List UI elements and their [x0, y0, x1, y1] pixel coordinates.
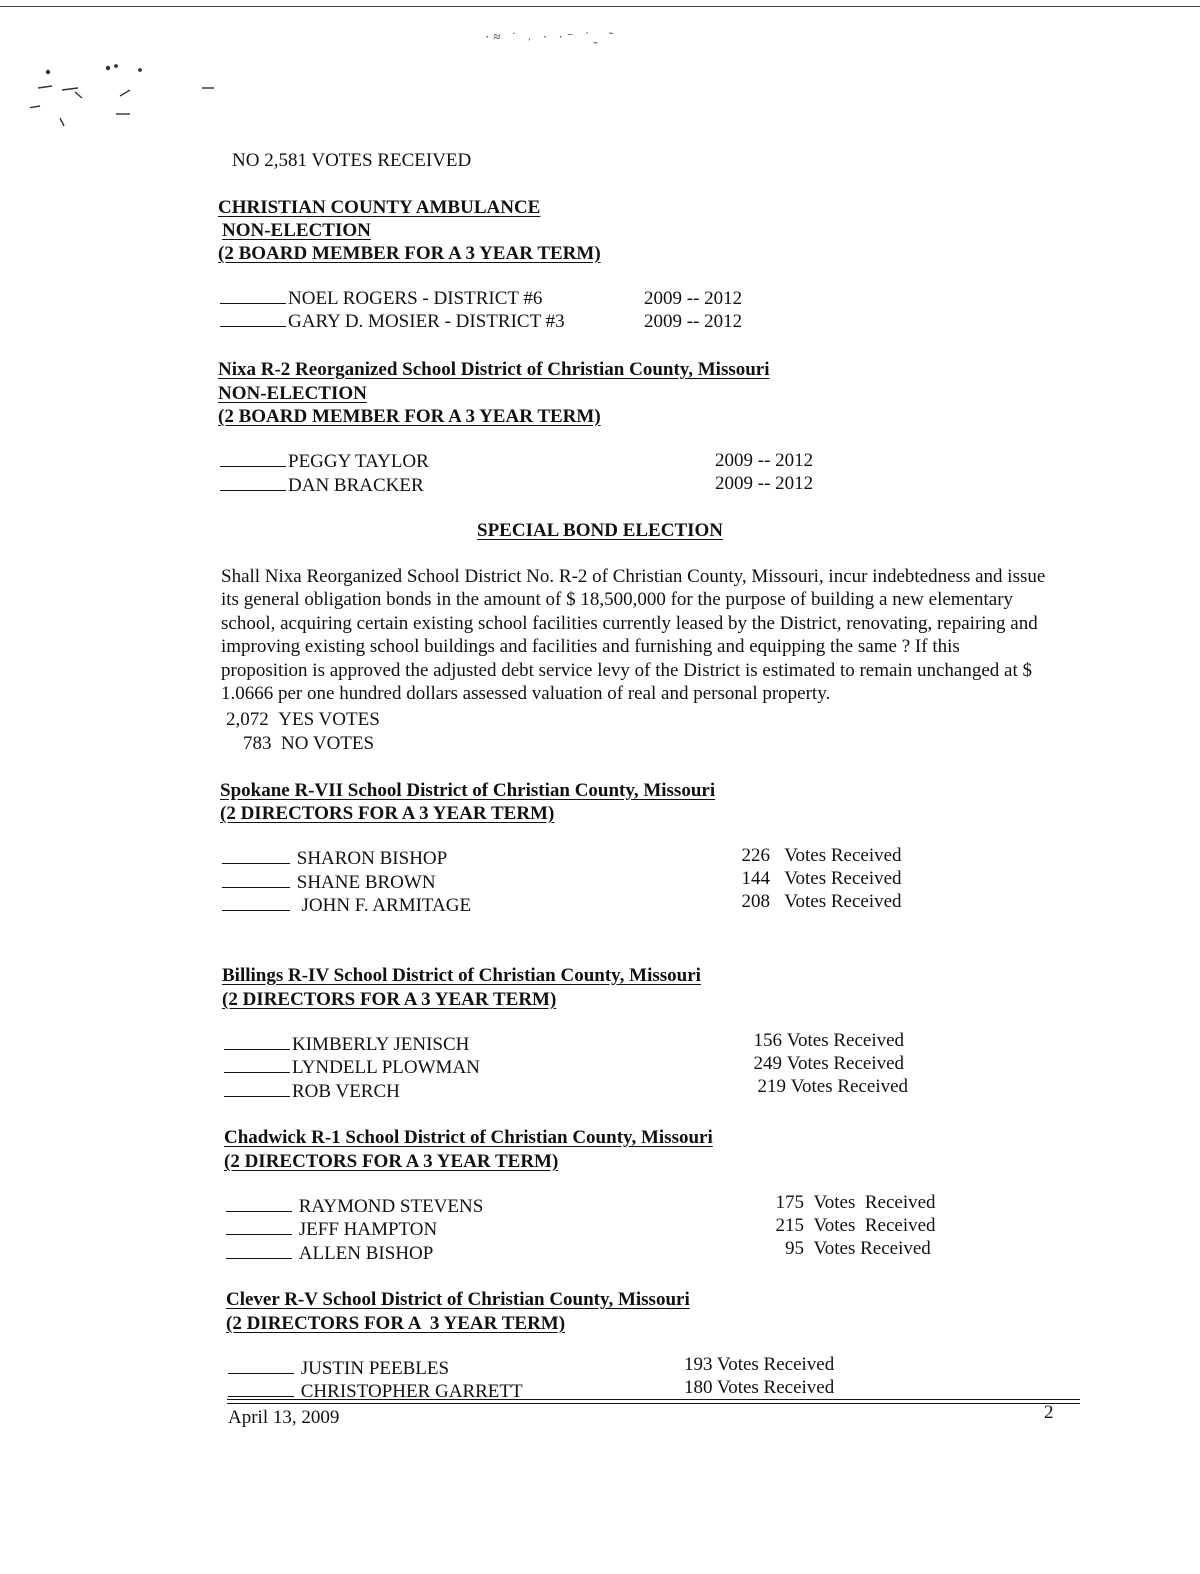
- chadwick-candidate-row: [226, 1197, 483, 1216]
- candidate-name: ROB VERCH: [292, 1081, 400, 1102]
- billings-candidate-row: [224, 1035, 469, 1054]
- candidate-name: DAN BRACKER: [288, 475, 424, 496]
- clever-candidate-row: [228, 1359, 449, 1378]
- ballot-blank: [226, 1258, 292, 1259]
- vote-label: Votes Received: [786, 1030, 905, 1051]
- vote-label: Votes Received: [784, 891, 902, 912]
- vote-result: [762, 1239, 931, 1258]
- ballot-blank: [222, 863, 290, 864]
- vote-count: 144: [741, 868, 770, 889]
- scan-noise-top: ·≈ ˙ ˒ · ·⁻ ˈ˷ ˜: [485, 29, 618, 44]
- spokane-candidate-row: [222, 873, 436, 892]
- clever-heading: Clever R-V School District of Christian County, Missouri: [226, 1289, 690, 1310]
- candidate-name: GARY D. MOSIER - DISTRICT #3: [288, 311, 565, 332]
- bond-heading: SPECIAL BOND ELECTION: [477, 520, 724, 541]
- nixa-term: (2 BOARD MEMBER FOR A 3 YEAR TERM): [218, 406, 601, 427]
- vote-result: [684, 1355, 834, 1374]
- spokane-candidate-row: [222, 849, 447, 868]
- vote-result: [744, 1077, 908, 1096]
- ballot-blank: [226, 1234, 292, 1235]
- scan-noise-left: [30, 62, 230, 132]
- candidate-name: CHRISTOPHER GARRETT: [300, 1381, 523, 1402]
- ambulance-candidate-row: [220, 289, 542, 308]
- no-label: NO VOTES: [281, 733, 375, 754]
- ballot-blank: [228, 1396, 294, 1397]
- candidate-name: KIMBERLY JENISCH: [292, 1034, 470, 1055]
- spokane-term: (2 DIRECTORS FOR A 3 YEAR TERM): [220, 803, 555, 824]
- vote-label: Votes Received: [813, 1238, 931, 1259]
- spokane-heading: Spokane R-VII School District of Christian County, Missouri: [220, 780, 716, 801]
- vote-result: [762, 1193, 936, 1212]
- vote-count: 208: [741, 891, 770, 912]
- vote-result: [730, 892, 902, 911]
- ambulance-candidate-row: [220, 312, 565, 331]
- candidate-name: JUSTIN PEEBLES: [300, 1358, 450, 1379]
- vote-result: [740, 1054, 904, 1073]
- vote-label: Votes Received: [784, 845, 902, 866]
- candidate-term: 2009 -- 2012: [715, 450, 814, 471]
- vote-count: 95: [785, 1238, 804, 1259]
- candidate-name: PEGGY TAYLOR: [288, 451, 429, 472]
- chadwick-term: (2 DIRECTORS FOR A 3 YEAR TERM): [224, 1151, 559, 1172]
- billings-term: (2 DIRECTORS FOR A 3 YEAR TERM): [222, 989, 557, 1010]
- no-count: 783: [243, 733, 272, 754]
- candidate-name: JOHN F. ARMITAGE: [301, 895, 472, 916]
- vote-count: 226: [741, 845, 770, 866]
- ballot-blank: [224, 1049, 290, 1050]
- bond-yes-result: [226, 710, 380, 729]
- vote-result: [730, 846, 902, 865]
- bond-no-result: [243, 734, 374, 753]
- vote-label: Votes Received: [784, 868, 902, 889]
- vote-count: 175: [775, 1192, 804, 1213]
- candidate-term: 2009 -- 2012: [715, 473, 814, 494]
- nixa-candidate-row: [220, 476, 424, 495]
- candidate-name: SHANE BROWN: [296, 872, 436, 893]
- billings-candidate-row: [224, 1082, 400, 1101]
- ballot-blank: [226, 1211, 292, 1212]
- ballot-blank: [222, 887, 290, 888]
- candidate-term: 2009 -- 2012: [644, 288, 743, 309]
- ambulance-heading: CHRISTIAN COUNTY AMBULANCE: [218, 197, 541, 218]
- vote-label: Votes Received: [790, 1076, 909, 1097]
- nixa-candidate-row: [220, 452, 429, 471]
- ballot-blank: [224, 1072, 290, 1073]
- vote-label: Votes Received: [786, 1053, 905, 1074]
- candidate-name: LYNDELL PLOWMAN: [292, 1057, 480, 1078]
- candidate-name: JEFF HAMPTON: [298, 1219, 438, 1240]
- ballot-blank: [222, 910, 290, 911]
- page-number: 2: [1044, 1402, 1054, 1423]
- ballot-blank: [220, 490, 286, 491]
- vote-result: [762, 1216, 936, 1235]
- vote-label: Votes Received: [716, 1354, 835, 1375]
- chadwick-candidate-row: [226, 1244, 433, 1263]
- footer-rule: [227, 1399, 1080, 1400]
- footer-rule-secondary: [227, 1403, 1080, 1404]
- vote-count: 193: [684, 1354, 713, 1375]
- vote-result: [740, 1031, 904, 1050]
- ballot-blank: [220, 303, 286, 304]
- yes-count: 2,072: [226, 709, 269, 730]
- ambulance-term: (2 BOARD MEMBER FOR A 3 YEAR TERM): [218, 243, 601, 264]
- ballot-blank: [220, 326, 286, 327]
- clever-term: (2 DIRECTORS FOR A 3 YEAR TERM): [226, 1313, 566, 1334]
- vote-count: 156: [753, 1030, 782, 1051]
- nixa-subheading: NON-ELECTION: [218, 383, 367, 404]
- no-votes-line: NO 2,581 VOTES RECEIVED: [232, 150, 472, 171]
- candidate-name: RAYMOND STEVENS: [298, 1196, 484, 1217]
- vote-count: 180: [684, 1377, 713, 1398]
- vote-label: Votes Received: [716, 1377, 835, 1398]
- vote-count: 215: [775, 1215, 804, 1236]
- scan-top-edge: [0, 6, 1200, 7]
- ambulance-subheading: NON-ELECTION: [222, 220, 371, 241]
- candidate-name: ALLEN BISHOP: [298, 1243, 434, 1264]
- ballot-blank: [224, 1096, 290, 1097]
- vote-count: 249: [753, 1053, 782, 1074]
- billings-candidate-row: [224, 1058, 480, 1077]
- bond-proposition-text: Shall Nixa Reorganized School District No. R-2 of Christian County, Missouri, incur indebtedness and issue its general obligation bonds in the amount of $ 18,500,000 for the purpose of building a new elementary school, acquiring certain existing school facilities currently leased by the District, renovating, repairing and improving existing school buildings and facilities and furnishing and equipping the same ? If this proposition is approved the adjusted debt service levy of the District is estimated to remain unchanged at $ 1.0666 per one hundred dollars assessed valuation of real and personal property.: [221, 566, 1046, 705]
- chadwick-heading: Chadwick R-1 School District of Christian County, Missouri: [224, 1127, 713, 1148]
- vote-result: [730, 869, 902, 888]
- vote-label: Votes Received: [813, 1192, 936, 1213]
- vote-result: [684, 1378, 834, 1397]
- chadwick-candidate-row: [226, 1220, 437, 1239]
- billings-heading: Billings R-IV School District of Christian County, Missouri: [222, 965, 701, 986]
- ballot-blank: [228, 1373, 294, 1374]
- vote-label: Votes Received: [813, 1215, 936, 1236]
- spokane-candidate-row: [222, 896, 471, 915]
- candidate-term: 2009 -- 2012: [644, 311, 743, 332]
- candidate-name: SHARON BISHOP: [296, 848, 448, 869]
- footer-date: April 13, 2009: [228, 1407, 340, 1428]
- vote-count: 219: [757, 1076, 786, 1097]
- ballot-blank: [220, 466, 286, 467]
- nixa-heading: Nixa R-2 Reorganized School District of Christian County, Missouri: [218, 359, 770, 380]
- candidate-name: NOEL ROGERS - DISTRICT #6: [288, 288, 543, 309]
- yes-label: YES VOTES: [278, 709, 380, 730]
